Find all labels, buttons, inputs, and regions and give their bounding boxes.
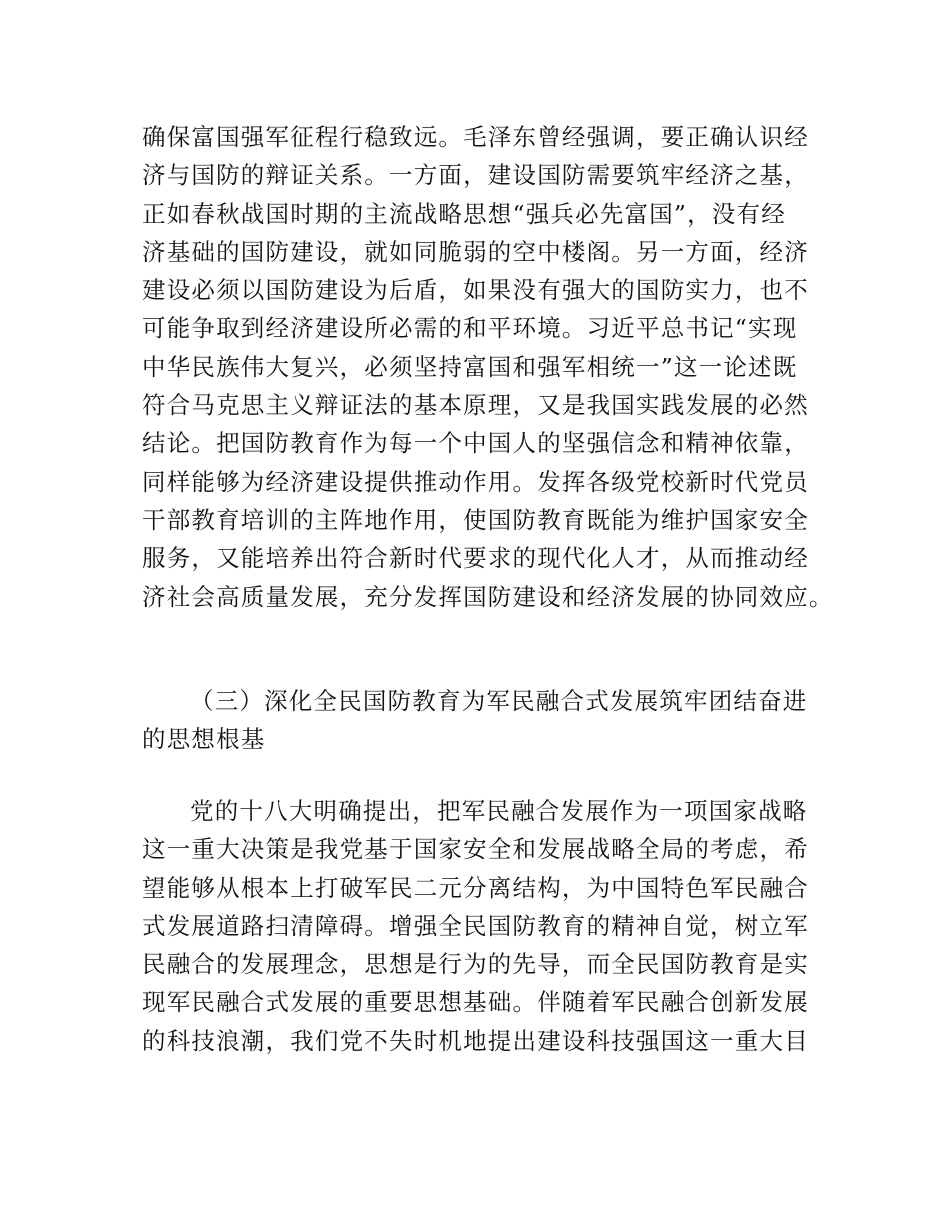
text-line: 建设必须以国防建设为后盾，如果没有强大的国防实力，也不 (142, 276, 809, 305)
body-paragraph-1 (142, 118, 834, 616)
text-line: 可能争取到经济建设所必需的和平环境。习近平总书记“实现 (142, 314, 798, 343)
text-line: 符合马克思主义辩证法的基本原理，又是我国实践发展的必然 (142, 391, 809, 420)
text-line: 中华民族伟大复兴，必须坚持富国和强军相统一”这一论述既 (142, 352, 798, 381)
text-line: 服务，又能培养出符合新时代要求的现代化人才，从而推动经 (142, 544, 809, 573)
text-line: 济与国防的辩证关系。一方面，建设国防需要筑牢经济之基， (142, 161, 809, 190)
section-heading (142, 682, 822, 759)
text-line: 正如春秋战国时期的主流战略思想“强兵必先富国”，没有经 (142, 199, 786, 228)
text-line: 济基础的国防建设，就如同脆弱的空中楼阁。另一方面，经济 (142, 237, 809, 266)
text-line: 这一重大决策是我党基于国家安全和发展战略全局的考虑，希 (142, 835, 809, 864)
text-line: 结论。把国防教育作为每一个中国人的坚强信念和精神依靠， (142, 429, 809, 458)
text-line: 望能够从根本上打破军民二元分离结构，为中国特色军民融合 (142, 873, 809, 902)
heading-line: 的思想根基 (142, 725, 266, 754)
text-line: 党的十八大明确提出，把军民融合发展作为一项国家战略 (190, 797, 808, 825)
heading-line: （三）深化全民国防教育为军民融合式发展筑牢团结奋进 (190, 687, 808, 715)
text-line: 干部教育培训的主阵地作用，使国防教育既能为维护国家安全 (142, 505, 809, 534)
text-line: 同样能够为经济建设提供推动作用。发挥各级党校新时代党员 (142, 467, 809, 496)
text-line: 济社会高质量发展，充分发挥国防建设和经济发展的协同效应。 (142, 582, 834, 611)
text-line: 民融合的发展理念，思想是行为的先导，而全民国防教育是实 (142, 950, 809, 979)
text-line: 的科技浪潮，我们党不失时机地提出建设科技强国这一重大目 (142, 1026, 809, 1055)
text-line: 现军民融合式发展的重要思想基础。伴随着军民融合创新发展 (142, 988, 809, 1017)
text-line: 式发展道路扫清障碍。增强全民国防教育的精神自觉，树立军 (142, 911, 809, 940)
text-line: 确保富国强军征程行稳致远。毛泽东曾经强调，要正确认识经 (142, 123, 809, 151)
body-paragraph-2 (142, 792, 822, 1060)
